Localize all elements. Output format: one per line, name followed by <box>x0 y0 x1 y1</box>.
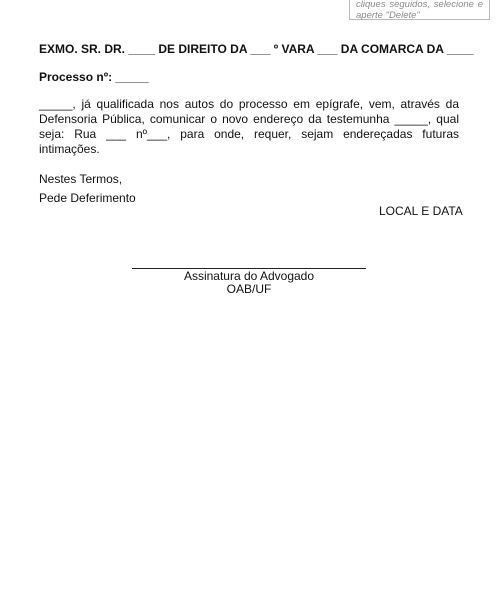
signature-block <box>132 268 366 296</box>
signature-name: Assinatura do Advogado <box>183 269 315 283</box>
delete-hint-box <box>349 0 490 20</box>
process-number-label: Processo nº: _____ <box>39 70 149 84</box>
closing-nestes-termos: Nestes Termos, <box>39 172 123 186</box>
petition-document <box>39 42 474 206</box>
petition-body-text: _____, já qualificada nos autos do processo em epígrafe, vem, através da Defensoria Pública, comunicar o novo endereço da testemunha _____, qual seja: Rua ___ nº___, para onde, requer, sejam endereçadas futuras intimações. <box>39 97 459 156</box>
closing-pede-deferimento: Pede Deferimento <box>39 191 136 205</box>
signature-oab: OAB/UF <box>226 282 272 296</box>
document-heading: EXMO. SR. DR. ____ DE DIREITO DA ___ º VARA ___ DA COMARCA DA ____ <box>39 42 474 56</box>
local-e-data: LOCAL E DATA <box>379 204 463 218</box>
hint-text-line-1: cliques seguidos, selecione e <box>356 0 483 10</box>
hint-text-line-2: aperte "Delete" <box>356 10 420 21</box>
